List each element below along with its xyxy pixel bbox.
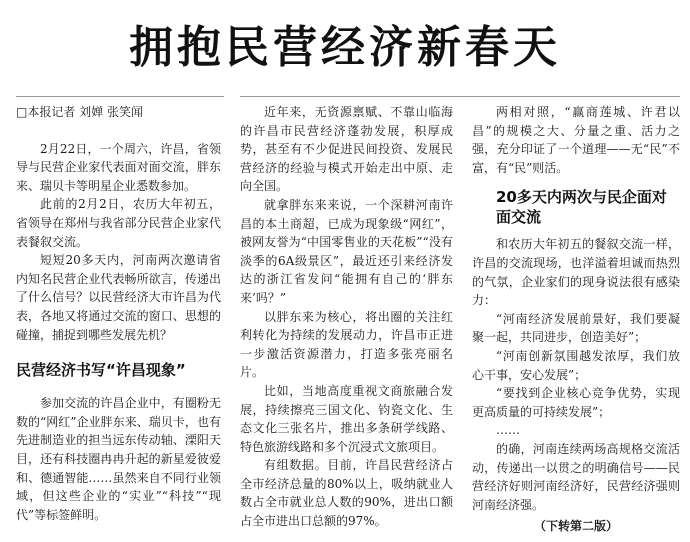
paragraph: 以胖东来为核心，将出圈的关注红利转化为持续的发展动力，许昌市正进一步激活资源潜力，打造多张亮丽名片。	[240, 309, 453, 380]
continued-notice: （下转第二版）	[533, 519, 618, 534]
article-column-2	[240, 103, 453, 539]
quote-paragraph: “河南创新氛围越发浓厚，我们放心干事，安心发展”；	[472, 348, 680, 382]
article-column-1	[16, 103, 221, 539]
ellipsis-paragraph: ……	[496, 423, 520, 438]
paragraph: 比如，当地高度重视文商旅融合发展，持续擦亮三国文化、钧瓷文化、生态文化三张名片，推出多条研学线路、特色旅游线路和多个沉浸式文旅项目。	[240, 383, 453, 454]
top-rule-right	[240, 96, 680, 97]
paragraph: 有组数据。目前，许昌民营经济占全市经济总量的80%以上，吸纳就业人数占全市就业总人数的90%，进出口额占全市进出口总额的97%。	[240, 458, 453, 529]
paragraph: 短短20多天内，河南两次邀请省内知名民营企业代表畅所欲言，传递出了什么信号？以民营经济大市许昌为代表，各地又将通过交流的窗口、思想的碰撞，捕捉到哪些发展先机？	[16, 253, 221, 342]
headline: 拥抱民营经济新春天	[129, 22, 561, 73]
section-subheading: 20多天内两次与民企面对面交流	[496, 188, 667, 227]
quote-paragraph: “要找到企业核心竞争优势，实现更高质量的可持续发展”；	[472, 386, 680, 419]
paragraph: 近年来，无资源禀赋、不靠山临海的许昌市民营经济蓬勃发展，积厚成势，甚至有不少促进民间投资、发展民营经济的经验与模式开始走出中原、走向全国。	[240, 105, 453, 194]
section-subheading: 民营经济书写“许昌现象”	[16, 361, 186, 380]
paragraph: 此前的2月2日，农历大年初五，省领导在郑州与我省部分民营企业家代表餐叙交流。	[16, 197, 221, 249]
paragraph: 两相对照，“赢商莲城、许君以昌”的规模之大、分量之重、活力之强，充分印证了一个道理——无“民”不富，有“民”则活。	[472, 105, 680, 175]
article-column-3	[472, 103, 680, 539]
paragraph: 的确，河南连续两场高规格交流活动，传递出一以贯之的明确信号——民营经济好则河南经济好，民营经济强则河南经济强。	[472, 441, 680, 512]
quote-paragraph: “河南经济发展前景好，我们要凝聚一起，共同进步，创造美好”；	[472, 311, 680, 345]
paragraph: 参加交流的许昌企业中，有圈粉无数的“网红”企业胖东来、瑞贝卡，也有先进制造业的担当远东传动轴、溧阳天目，还有科技圈冉冉升起的新星爱彼爱和、德通智能……虽然来自不同行业领域，但这些企业的“实业”“科技”“现代”等标签鲜明。	[16, 396, 221, 522]
byline: □本报记者 刘婵 张笑闻	[16, 105, 143, 119]
paragraph: 就拿胖东来来说，一个深耕河南许昌的本土商超，已成为现象级“网红”，被网友誉为“中国零售业的天花板”“没有淡季的6A级景区”，最近还引来经济发达的浙江省发问“能拥有自己的‘胖东来’吗？”	[240, 197, 453, 305]
paragraph: 和农历大年初五的餐叙交流一样，许昌的交流现场，也洋溢着坦诚而热烈的气氛，企业家们的现身说法很有感染力：	[472, 237, 680, 308]
paragraph: 2月22日，一个周六，许昌，省领导与民营企业家代表面对面交流，胖东来、瑞贝卡等明星企业悉数参加。	[16, 141, 221, 193]
top-rule-left	[16, 96, 224, 97]
